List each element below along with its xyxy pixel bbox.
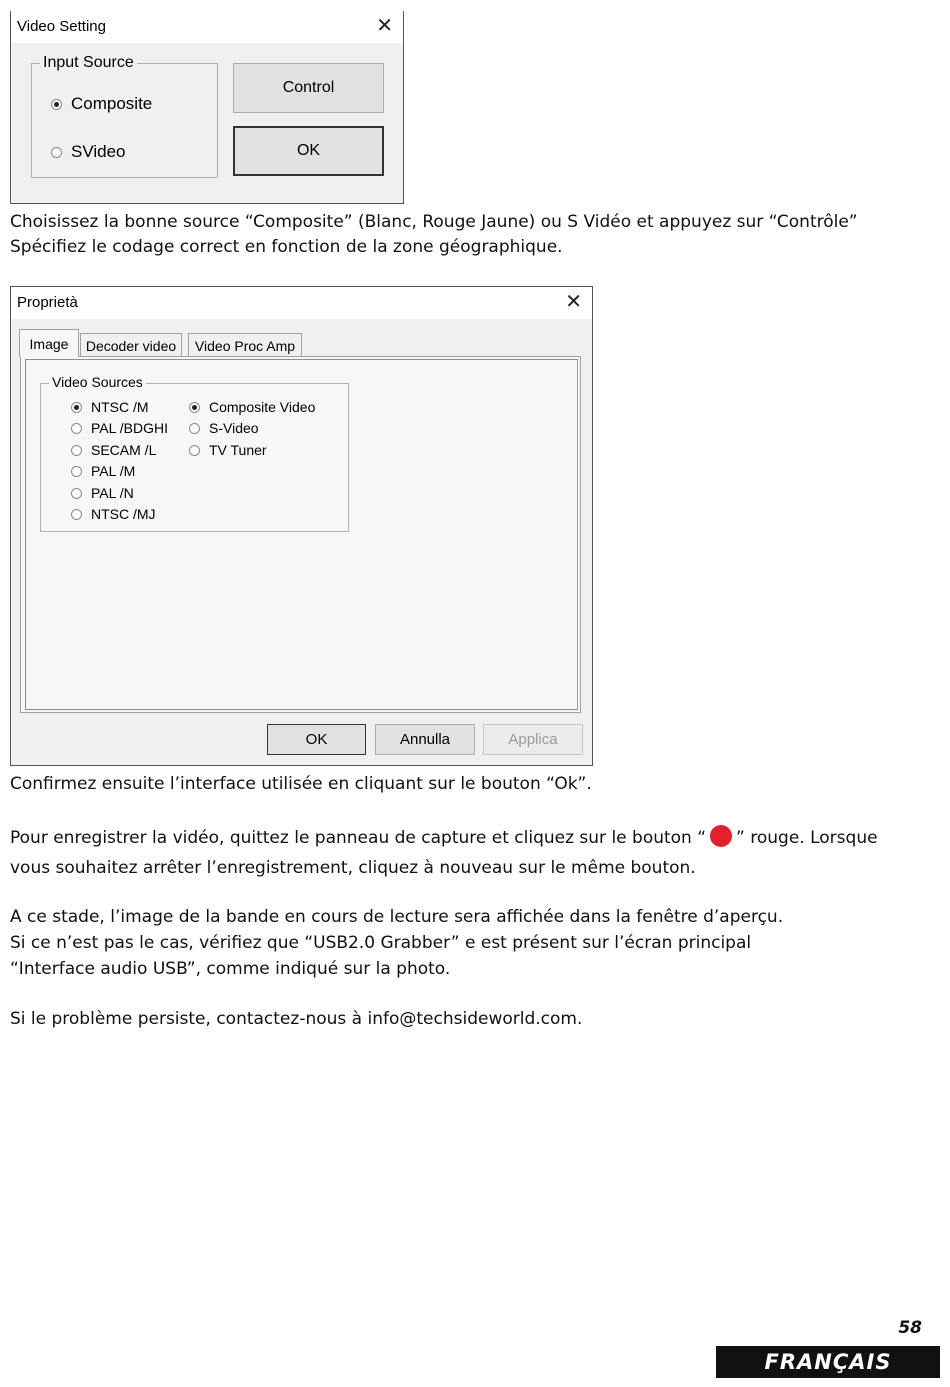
- text-line: Confirmez ensuite l’interface utilisée en cliquant sur le bouton “Ok”.: [10, 774, 592, 794]
- radio-label: SECAM /L: [91, 442, 157, 458]
- text-line: “Interface audio USB”, comme indiqué sur la photo.: [10, 959, 451, 979]
- tab-label: Video Proc Amp: [194, 337, 296, 354]
- ok-button-label: OK: [305, 731, 328, 748]
- dialog-title: Proprietà: [17, 294, 78, 311]
- radio-svideo[interactable]: [51, 142, 126, 162]
- radio-icon: [71, 466, 82, 477]
- record-button-icon: [710, 825, 732, 847]
- radio-icon: [71, 402, 82, 413]
- radio-icon: [71, 509, 82, 520]
- language-label: FRANÇAIS: [764, 1350, 892, 1374]
- radio-ntsc-m[interactable]: [71, 399, 149, 415]
- radio-label: PAL /M: [91, 463, 136, 479]
- radio-icon: [189, 402, 200, 413]
- radio-icon: [71, 445, 82, 456]
- instruction-preview: [10, 904, 783, 982]
- group-label: Video Sources: [49, 374, 146, 390]
- instruction-confirm: [10, 772, 592, 797]
- close-icon[interactable]: ✕: [376, 13, 393, 37]
- page-number: 58: [898, 1318, 922, 1338]
- radio-icon: [51, 99, 62, 110]
- tab-label: Decoder video: [85, 337, 177, 354]
- control-button-label: Control: [282, 79, 335, 96]
- dialog-titlebar: [11, 11, 403, 43]
- instruction-source: [10, 210, 858, 260]
- text-before-record: Pour enregistrer la vidéo, quittez le panneau de capture et cliquez sur le bouton “: [10, 828, 707, 848]
- properties-dialog: [10, 286, 593, 766]
- radio-composite[interactable]: [51, 94, 152, 114]
- language-banner: [716, 1346, 940, 1378]
- dialog-titlebar: [11, 287, 592, 319]
- ok-button[interactable]: [267, 724, 366, 755]
- instruction-contact: [10, 1007, 582, 1032]
- radio-icon: [71, 423, 82, 434]
- cancel-button-label: Annulla: [399, 731, 451, 748]
- text-line: Si ce n’est pas le cas, vérifiez que “USB2.0 Grabber” e est présent sur l’écran principal: [10, 933, 752, 953]
- close-icon[interactable]: ✕: [565, 289, 582, 313]
- group-label: Input Source: [40, 54, 137, 72]
- text-line: Si le problème persiste, contactez-nous à info@techsideworld.com.: [10, 1009, 583, 1029]
- radio-tv-tuner[interactable]: [189, 442, 267, 458]
- apply-button-label: Applica: [508, 731, 558, 748]
- tab-label: Image: [29, 335, 69, 352]
- radio-icon: [51, 147, 62, 158]
- radio-pal-m[interactable]: [71, 463, 135, 479]
- radio-label: Composite: [71, 94, 153, 113]
- dialog-title: Video Setting: [17, 18, 106, 35]
- radio-pal-bdghi[interactable]: [71, 420, 168, 436]
- radio-label: S-Video: [209, 420, 259, 436]
- cancel-button[interactable]: [375, 724, 475, 755]
- radio-label: TV Tuner: [209, 442, 267, 458]
- radio-pal-n[interactable]: [71, 485, 134, 501]
- ok-button[interactable]: [233, 126, 384, 176]
- ok-button-label: OK: [296, 142, 321, 159]
- tab-decoder-video[interactable]: [80, 333, 182, 357]
- radio-label: Composite Video: [209, 399, 316, 415]
- radio-label: PAL /BDGHI: [91, 420, 169, 436]
- radio-label: SVideo: [71, 142, 126, 161]
- text-after-record: ” rouge. Lorsque vous souhaitez arrêter l’enregistrement, cliquez à nouveau sur le même bouton.: [10, 828, 878, 878]
- radio-icon: [189, 423, 200, 434]
- control-button[interactable]: [233, 63, 384, 113]
- video-setting-dialog: [10, 11, 404, 204]
- text-line: Choisissez la bonne source “Composite” (Blanc, Rouge Jaune) ou S Vidéo et appuyez sur “Contrôle”: [10, 212, 858, 232]
- radio-label: NTSC /M: [91, 399, 149, 415]
- text-line: A ce stade, l’image de la bande en cours de lecture sera affichée dans la fenêtre d’aperçu.: [10, 907, 784, 927]
- radio-label: PAL /N: [91, 485, 134, 501]
- radio-composite-video[interactable]: [189, 399, 315, 415]
- tab-image[interactable]: [19, 329, 79, 357]
- tab-video-proc-amp[interactable]: [188, 333, 302, 357]
- radio-label: NTSC /MJ: [91, 506, 156, 522]
- radio-ntsc-mj[interactable]: [71, 506, 156, 522]
- radio-icon: [71, 488, 82, 499]
- text-line: Spécifiez le codage correct en fonction de la zone géographique.: [10, 237, 563, 257]
- radio-icon: [189, 445, 200, 456]
- radio-secam-l[interactable]: [71, 442, 156, 458]
- apply-button[interactable]: [483, 724, 583, 755]
- instruction-record: [10, 823, 910, 883]
- radio-s-video[interactable]: [189, 420, 259, 436]
